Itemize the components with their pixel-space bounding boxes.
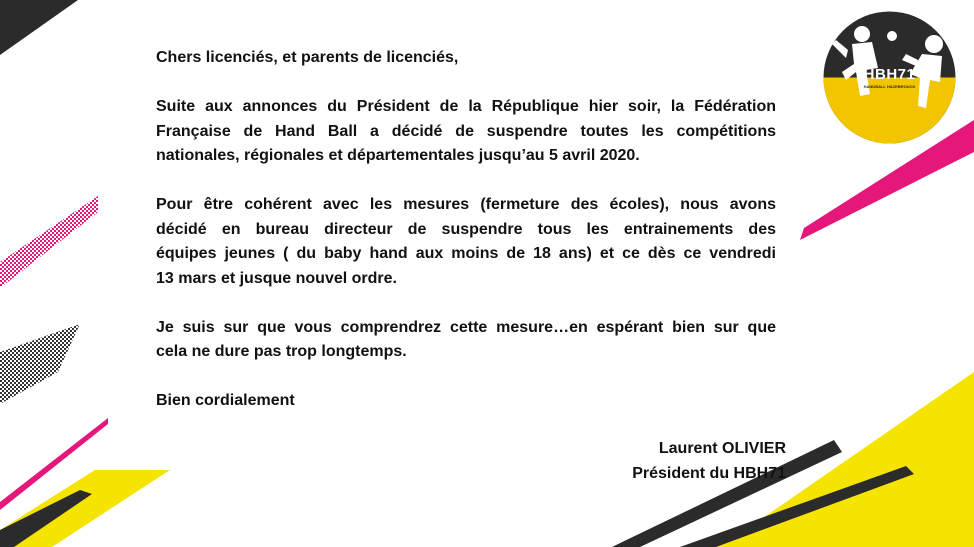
text-line: Pour être cohérent avec les mesures (fermeture des écoles), nous avons	[156, 196, 776, 213]
logo-subtitle: HANDBALL HAZEBROUCK	[863, 84, 916, 89]
stripe-top-left-dark	[0, 0, 78, 55]
text-line: cela ne dure pas trop longtemps.	[156, 343, 407, 360]
greeting: Chers licenciés, et parents de licenciés,	[156, 49, 459, 66]
stripe-left-dark-check	[0, 324, 80, 404]
signature-title: Président du HBH71	[632, 464, 786, 482]
text-line: Je suis sur que vous comprendrez cette mesure…en espérant bien sur que	[156, 318, 776, 336]
paragraph-measures	[156, 193, 776, 291]
logo-title: HBH71	[863, 66, 916, 83]
closing: Bien cordialement	[156, 392, 295, 409]
text-line: Française de Hand Ball a décidé de suspendre toutes les compétitions	[156, 122, 776, 140]
signature	[632, 437, 786, 486]
paragraph-announcement	[156, 95, 776, 169]
club-logo	[822, 10, 957, 145]
text-line: 13 mars et jusque nouvel ordre.	[156, 269, 397, 287]
text-line: nationales, régionales et départementales jusqu’au 5 avril 2020.	[156, 147, 640, 164]
stripe-left-pink-check	[0, 196, 98, 288]
paragraph-understanding	[156, 316, 776, 365]
letter-body	[156, 46, 776, 438]
text-line: Suite aux annonces du Président de la République hier soir, la Fédération	[156, 98, 776, 115]
signature-name: Laurent OLIVIER	[658, 440, 786, 457]
text-line: équipes jeunes ( du baby hand aux moins de 18 ans) et ce dès ce vendredi	[156, 245, 776, 262]
text-line: décidé en bureau directeur de suspendre tous les entrainements des	[156, 220, 776, 238]
